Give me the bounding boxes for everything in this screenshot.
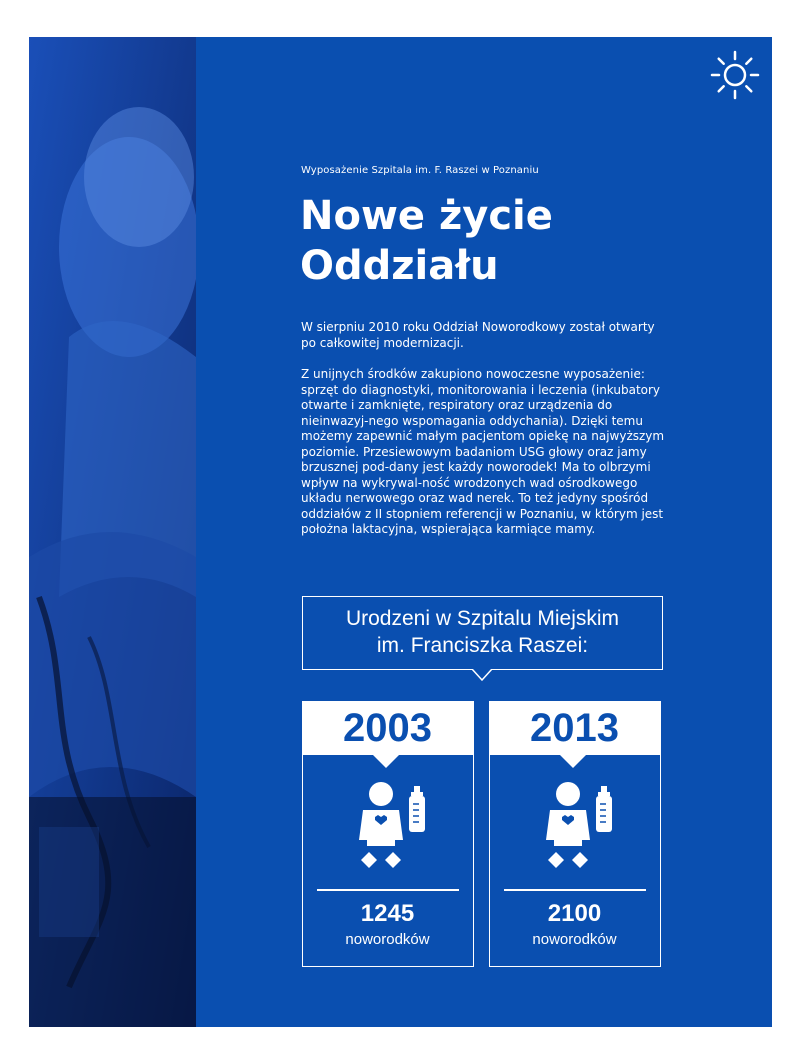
baby-icon <box>351 780 431 880</box>
baby-icon <box>538 780 618 880</box>
page-title-line1: Nowe życie <box>300 193 553 239</box>
stat-year: 2003 <box>302 701 474 755</box>
stat-card-2003 <box>302 701 474 967</box>
callout-box <box>302 596 663 670</box>
stat-count: 2100 <box>547 900 602 927</box>
bottle-icon <box>409 786 425 832</box>
year-pointer <box>558 753 588 769</box>
stat-card-2013 <box>489 701 661 967</box>
sun-icon <box>710 50 760 100</box>
nurse-photo <box>29 37 196 1027</box>
callout-line1: Urodzeni w Szpitalu Miejskim <box>345 607 620 630</box>
page-title-line2: Oddziału <box>300 243 499 289</box>
body-paragraph: Z unijnych środków zakupiono nowoczesne wyposażenie: sprzęt do diagnostyki, monitorowania i leczenia (inkubatory otwarte i zamknięte, respiratory oraz urządzenia do nieinwazyj-nego wspomagania oddychania). Dzięki temu możemy zapewnić małym pacjentom opiekę na najwyższym poziomie. Przesiewowym badaniom USG głowy oraz jamy brzusznej pod-dany jest każdy noworodek! Ma to olbrzymi wpływ na wykrywal-ność wrodzonych wad ośrodkowego układu nerwowego oraz wad nerek. To też jedyny spośród oddziałów z II stopniem referencji w Poznaniu, w którym jest położna laktacyjna, wspierająca karmiące mamy. <box>301 367 665 536</box>
stat-divider <box>504 889 646 891</box>
stat-count-label: noworodków <box>532 931 617 948</box>
nurse-photo-illustration <box>29 37 196 1027</box>
bottle-icon <box>596 786 612 832</box>
stat-year: 2013 <box>489 701 661 755</box>
callout-line2: im. Franciszka Raszei: <box>376 634 589 657</box>
stat-divider <box>317 889 459 891</box>
page <box>29 37 772 1027</box>
section-subtitle: Wyposażenie Szpitala im. F. Raszei w Poznaniu <box>301 165 539 176</box>
callout-pointer <box>472 669 492 681</box>
intro-paragraph: W sierpniu 2010 roku Oddział Noworodkowy został otwarty po całkowitej modernizacji. <box>301 320 655 350</box>
year-pointer <box>371 753 401 769</box>
stat-count: 1245 <box>360 900 415 927</box>
page-title <box>300 191 700 291</box>
stat-count-label: noworodków <box>345 931 430 948</box>
